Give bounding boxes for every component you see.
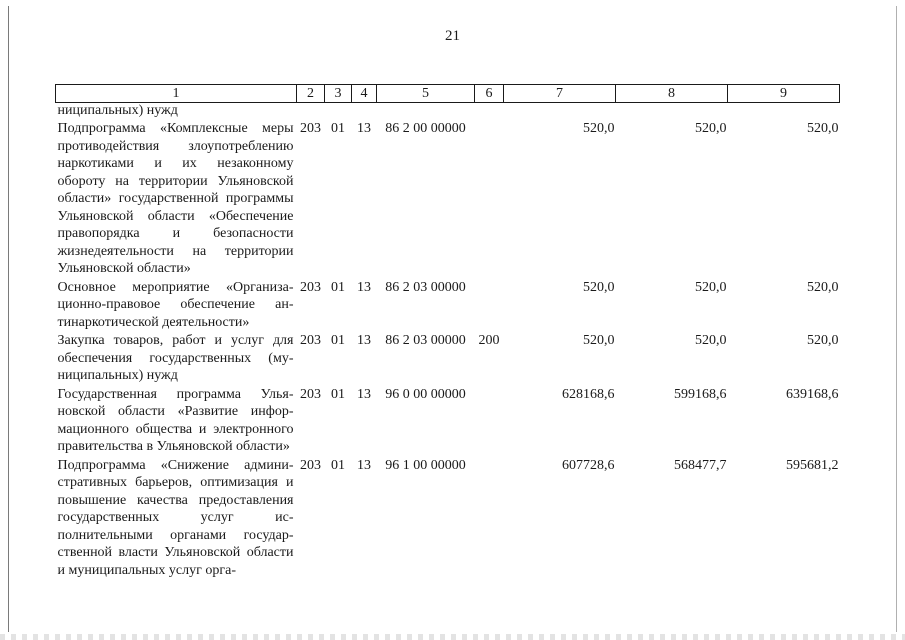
row-code-ministry: 203 [300,333,321,348]
header-col-7: 7 [504,85,616,103]
row-amount-col7: 520,0 [583,121,615,136]
header-col-3: 3 [325,85,352,103]
header-col-1: 1 [56,85,297,103]
row-amount-col9: 520,0 [807,121,839,136]
row-amount-col7: 520,0 [583,279,615,295]
row-code-subsection: 13 [357,279,371,295]
row-code-ministry: 203 [300,457,321,473]
row-amount-col8: 599168,6 [674,386,727,402]
row-amount-col9: 595681,2 [786,457,839,473]
row-code-target: 96 0 00 00000 [385,386,466,402]
header-col-2: 2 [297,85,325,103]
row-amount-col8: 520,0 [695,121,727,136]
row-code-subsection: 13 [357,457,371,473]
row-code-subsection: 13 [357,386,371,402]
row-amount-col8: 520,0 [695,333,727,348]
row-code-target: 86 2 03 00000 [385,333,466,348]
row-amount-col8: 568477,7 [674,457,727,473]
row-code-section: 01 [331,333,345,348]
row-amount-col8: 520,0 [695,279,727,295]
row-name: Подпрограмма «Снижение административных барьеров, оптимизация и повышение качества предоставления государственных услуг исполнительными органами государственной власти Ульяновской области и муниципальных услуг орга- [57,457,294,578]
header-col-8: 8 [616,85,728,103]
row-code-expense-type [475,278,504,332]
row-code-target: 86 2 03 00000 [385,279,466,295]
row-code-section: 01 [331,386,345,402]
page-number: 21 [445,28,460,44]
row-code-section: 01 [331,457,345,473]
row-amount-col9: 639168,6 [786,386,839,402]
row-code-section: 01 [331,121,345,136]
row-amount-col7: 520,0 [583,333,615,348]
row-amount-col7: 628168,6 [562,386,615,402]
header-col-6: 6 [475,85,504,103]
row-amount-col9: 520,0 [807,333,839,348]
table-row [56,456,840,580]
header-col-9: 9 [728,85,840,103]
row-code-ministry: 203 [300,121,321,136]
table-row-continuation [56,103,840,120]
row-amount-col9: 520,0 [807,279,839,295]
table-row [56,278,840,332]
row-code-section: 01 [331,279,345,295]
header-row [56,85,840,103]
scan-edge-artifact [0,634,905,640]
row-code-expense-type: 200 [478,333,500,348]
row-code-expense-type [475,456,504,580]
row-name: Закупка товаров, работ и услуг для обеспечения государственных (муниципальных) нужд [57,333,294,383]
row-code-expense-type [475,385,504,456]
row-code-subsection: 13 [357,121,371,136]
row-amount-col7: 607728,6 [562,457,615,473]
row-code-ministry: 203 [300,279,321,295]
row-code-target: 96 1 00 00000 [385,457,466,473]
table-row [56,119,840,278]
table-row [56,331,840,385]
header-col-5: 5 [377,85,475,103]
row-code-subsection: 13 [357,333,371,348]
table-row [56,385,840,456]
row-name: Основное мероприятие «Организационно-правовое обеспечение антинаркотической деятельности» [57,279,294,330]
budget-table [55,84,840,579]
row-name: Подпрограмма «Комплексные меры противодействия злоупотреблению наркотиками и их незаконному обороту на территории Ульяновской области» государственной программы Ульяновской области «Обеспечение правопорядка и безопасности жизнедеятельности на территории Ульяновской области» [57,121,294,276]
row-name: Государственная программа Ульяновской области «Развитие информационного общества и электронного правительства в Ульяновской области» [57,386,294,454]
header-col-4: 4 [352,85,377,103]
row-code-ministry: 203 [300,386,321,402]
continuation-text: ниципальных) нужд [57,103,178,118]
row-code-expense-type [475,119,504,278]
row-code-target: 86 2 00 00000 [385,121,466,136]
